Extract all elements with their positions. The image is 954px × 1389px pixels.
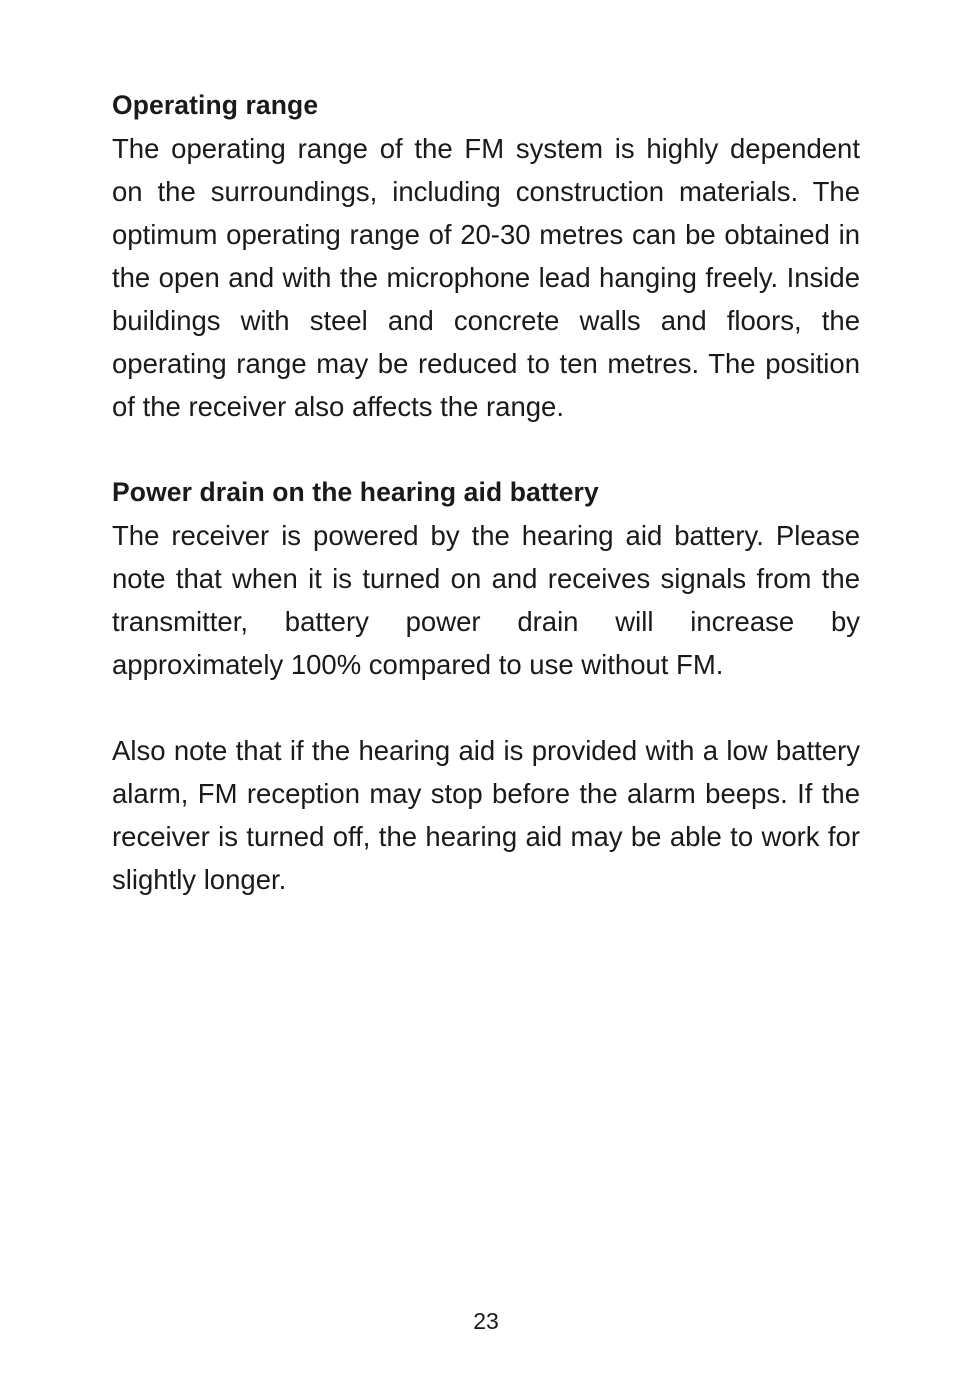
paragraph-power-drain: The receiver is powered by the hearing aid battery. Please note that when it is turned on and receives signals from the transmitter, battery power drain will increase by approximately 100% compared to use without FM. (112, 520, 860, 680)
section-title-power-drain: Power drain on the hearing aid battery (112, 477, 599, 507)
paragraph-gap (112, 428, 860, 471)
paragraph-low-battery-note: Also note that if the hearing aid is provided with a low battery alarm, FM reception may stop before the alarm beeps. If the receiver is turned off, the hearing aid may be able to work for slightly longer. (112, 735, 860, 895)
page-content (112, 84, 860, 901)
section-title-operating-range: Operating range (112, 90, 319, 120)
paragraph-operating-range: The operating range of the FM system is highly dependent on the surroundings, including construction materials. The optimum operating range of 20-30 metres can be obtained in the open and with the microphone lead hanging freely. Inside buildings with steel and concrete walls and floors, the operating range may be reduced to ten metres. The position of the receiver also affects the range. (112, 133, 860, 422)
page-number: 23 (473, 1308, 499, 1334)
paragraph-gap (112, 686, 860, 729)
